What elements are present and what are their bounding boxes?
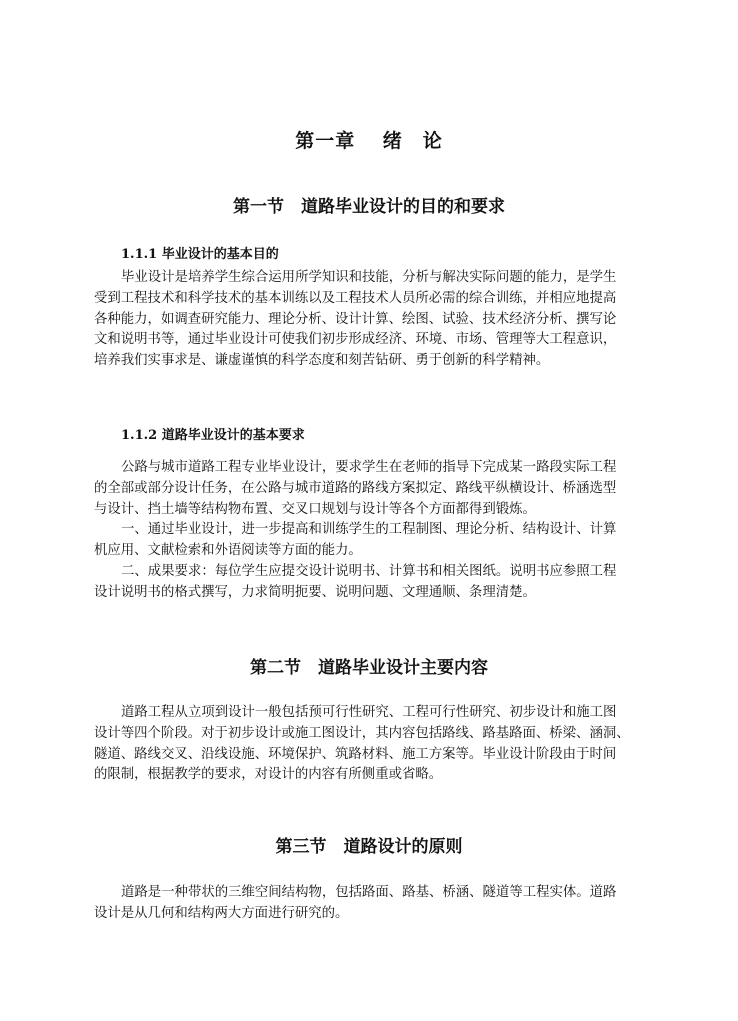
paragraph-line: 的全部或部分设计任务，在公路与城市道路的路线方案拟定、路线平纵横设计、桥涵选型 bbox=[94, 480, 617, 496]
chapter-title: 第一章 绪 论 bbox=[295, 130, 443, 152]
paragraph-line: 设计是从几何和结构两大方面进行研究的。 bbox=[94, 905, 349, 921]
paragraph-line: 设计等四个阶段。对于初步设计或施工图设计，其内容包括路线、路基路面、桥梁、涵洞、 bbox=[94, 725, 630, 741]
paragraph-line: 一、通过毕业设计，进一步提高和训练学生的工程制图、理论分析、结构设计、计算 bbox=[121, 522, 617, 538]
paragraph-line: 与设计、挡土墙等结构物布置、交叉口规划与设计等各个方面都得到锻炼。 bbox=[94, 501, 536, 517]
paragraph-line: 各种能力，如调查研究能力、理论分析、设计计算、绘图、试验、技术经济分析、撰写论 bbox=[94, 311, 617, 327]
paragraph-line: 道路是一种带状的三维空间结构物，包括路面、路基、桥涵、隧道等工程实体。道路 bbox=[121, 885, 617, 900]
paragraph-line: 毕业设计是培养学生综合运用所学知识和技能，分析与解决实际问题的能力，是学生 bbox=[121, 270, 617, 285]
paragraph-line: 公路与城市道路工程专业毕业设计，要求学生在老师的指导下完成某一路段实际工程 bbox=[121, 460, 617, 475]
paragraph-line: 隧道、路线交叉、沿线设施、环境保护、筑路材料、施工方案等。毕业设计阶段由于时间 bbox=[94, 746, 617, 762]
paragraph-principles bbox=[94, 883, 642, 925]
paragraph-line: 文和说明书等，通过毕业设计可使我们初步形成经济、环境、市场、管理等大工程意识， bbox=[94, 332, 617, 348]
paragraph-line: 机应用、文献检索和外语阅读等方面的能力。 bbox=[94, 543, 362, 559]
section-title-3: 第三节 道路设计的原则 bbox=[275, 837, 463, 857]
subsection-title-1-1-2: 1.1.2 道路毕业设计的基本要求 bbox=[121, 428, 305, 443]
section-title-1: 第一节 道路毕业设计的目的和要求 bbox=[233, 197, 505, 217]
paragraph-requirements bbox=[94, 458, 642, 604]
paragraph-line: 培养我们实事求是、谦虚谨慎的科学态度和刻苦钻研、勇于创新的科学精神。 bbox=[94, 353, 550, 369]
paragraph-main-content bbox=[94, 703, 642, 786]
subsection-title-1-1-1: 1.1.1 毕业设计的基本目的 bbox=[121, 247, 279, 262]
paragraph-line: 设计说明书的格式撰写，力求简明扼要、说明问题、文理通顺、条理清楚。 bbox=[94, 584, 536, 600]
paragraph-line: 受到工程技术和科学技术的基本训练以及工程技术人员所必需的综合训练，并相应地提高 bbox=[94, 290, 617, 306]
paragraph-line: 二、成果要求：每位学生应提交设计说明书、计算书和相关图纸。说明书应参照工程 bbox=[121, 563, 617, 579]
section-title-2: 第二节 道路毕业设计主要内容 bbox=[250, 658, 488, 678]
paragraph-purpose bbox=[94, 268, 642, 372]
paragraph-line: 道路工程从立项到设计一般包括预可行性研究、工程可行性研究、初步设计和施工图 bbox=[121, 705, 617, 720]
paragraph-line: 的限制，根据教学的要求，对设计的内容有所侧重或省略。 bbox=[94, 767, 443, 783]
